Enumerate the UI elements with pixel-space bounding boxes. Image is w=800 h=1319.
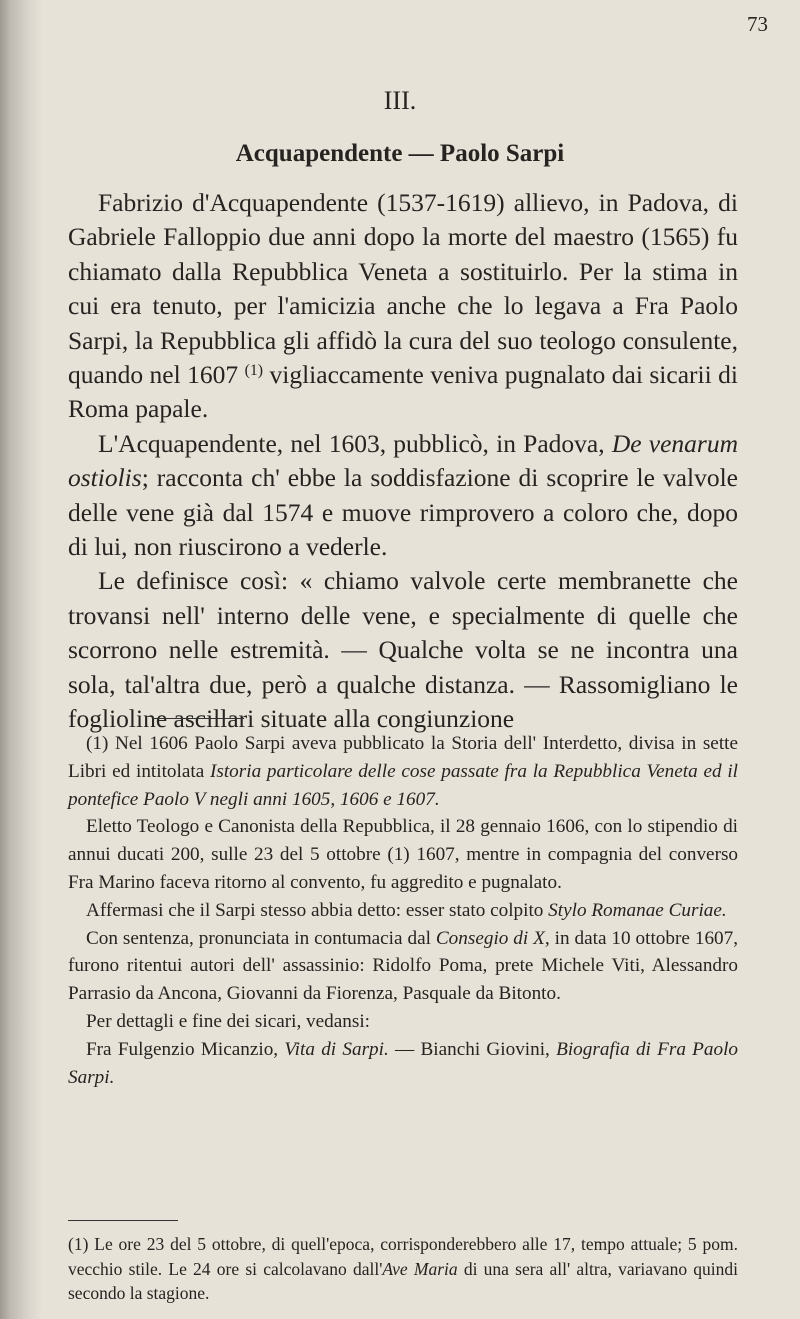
paragraph-2	[68, 427, 738, 565]
note-1-ref: (1)	[86, 733, 109, 754]
note-6	[68, 1036, 738, 1092]
note-4	[68, 925, 738, 1008]
footnote-ref: (1)	[244, 362, 264, 380]
paragraph-1-text: Fabrizio d'Acquapendente (1537-1619) allievo, in Padova, di Gabriele Falloppio due anni dopo la morte del maestro (1565) fu chiamato dalla Repubblica Veneta a sostituirlo. Per la stima in cui era tenuto, per l'amicizia anche che lo legava a Fra Paolo Sarpi, la Repubblica gli affidò la cura del suo teologo consulente, quando nel 1607	[68, 188, 738, 390]
note-1-title: Istoria particolare delle cose passate fra la Repubblica Veneta ed il pontefice Paolo V negli anni 1605, 1606 e 1607.	[68, 760, 738, 810]
footnote-1-text: Le ore 23 del 5 ottobre, di quell'epoca, corrisponderebbero alle 17, tempo attuale; 5 pom. vecchio stile. Le 24 ore si calcolavano dall'	[68, 1234, 738, 1279]
page-number: 73	[747, 12, 768, 36]
footnote-section	[68, 1232, 738, 1306]
paragraph-1	[68, 186, 738, 427]
note-6-title-1: Vita di Sarpi.	[284, 1038, 389, 1060]
paragraph-2-text: L'Acquapendente, nel 1603, pubblicò, in Padova,	[98, 428, 605, 458]
note-4-text: Con sentenza, pronunciata in contumacia dal	[86, 927, 431, 949]
footnote-1-ref: (1)	[68, 1234, 89, 1254]
chapter-title: Acquapendente — Paolo Sarpi	[235, 140, 565, 167]
paragraph-1-tail: vigliaccamente veniva pugnalato dai sicarii di Roma papale.	[68, 360, 738, 424]
note-2-text: Eletto Teologo e Canonista della Repubblica, il 28 gennaio 1606, con lo stipendio di annui ducati 200, sulle 23 del 5 ottobre	[68, 816, 738, 866]
paragraph-2-rest: ; racconta ch' ebbe la soddisfazione di scoprire le valvole delle vene già dal 1574 e muove rimprovero a coloro che, dopo di lui, non riuscirono a vederle.	[68, 463, 738, 562]
note-3-text: Affermasi che il Sarpi stesso abbia detto: esser stato colpito	[86, 899, 544, 921]
footnote-1-rest: di una sera all' altra, variavano quindi secondo la stagione.	[68, 1258, 739, 1303]
note-6-author: Fra Fulgenzio Micanzio,	[86, 1038, 279, 1060]
note-2	[68, 813, 738, 896]
note-4-title: Consegio di X,	[435, 927, 550, 949]
footnote-1	[68, 1232, 738, 1306]
note-4-rest: in data 10 ottobre 1607, furono ritentui autori dell' assassinio: Ridolfo Poma, prete Michele Viti, Alessandro Parrasio da Ancona, Giovanni da Fiorenza, Pasquale da Bitonto.	[68, 927, 739, 1005]
note-3	[68, 897, 738, 925]
paragraph-3: Le definisce così: « chiamo valvole certe membranette che trovansi nell' interno delle vene, e specialmente di quelle che scorrono nelle estremità. — Qualche volta se ne incontra una sola, tal'altra due, però a qualche distanza. — Rassomigliano le foglioline ascillari situate alla congiunzione	[68, 566, 738, 734]
note-2-rest: 1607, mentre in compagnia del converso Fra Marino faceva ritorno al convento, fu aggredito e pugnalato.	[68, 844, 739, 893]
note-5: Per dettagli e fine dei sicari, vedansi:	[86, 1010, 370, 1032]
chapter-number: III.	[383, 86, 417, 115]
page-edge-shadow	[0, 0, 42, 1319]
note-6-title-2: Biografia di Fra Paolo Sarpi.	[68, 1038, 739, 1088]
book-title: De venarum ostiolis	[68, 428, 738, 493]
note-1-text: Nel 1606 Paolo Sarpi aveva pubblicato la Storia dell' Interdetto, divisa in sette Libri ed intitolata	[68, 733, 739, 782]
note-2-ref: (1)	[387, 844, 410, 866]
notes-section	[68, 730, 738, 1091]
note-1	[68, 730, 738, 813]
note-6-author-2: — Bianchi Giovini,	[395, 1038, 550, 1060]
footnote-1-title: Ave Maria	[382, 1258, 458, 1279]
footnote-divider	[68, 1220, 178, 1221]
notes-divider	[152, 718, 244, 719]
note-3-title: Stylo Romanae Curiae.	[548, 899, 727, 921]
main-text	[68, 186, 738, 737]
